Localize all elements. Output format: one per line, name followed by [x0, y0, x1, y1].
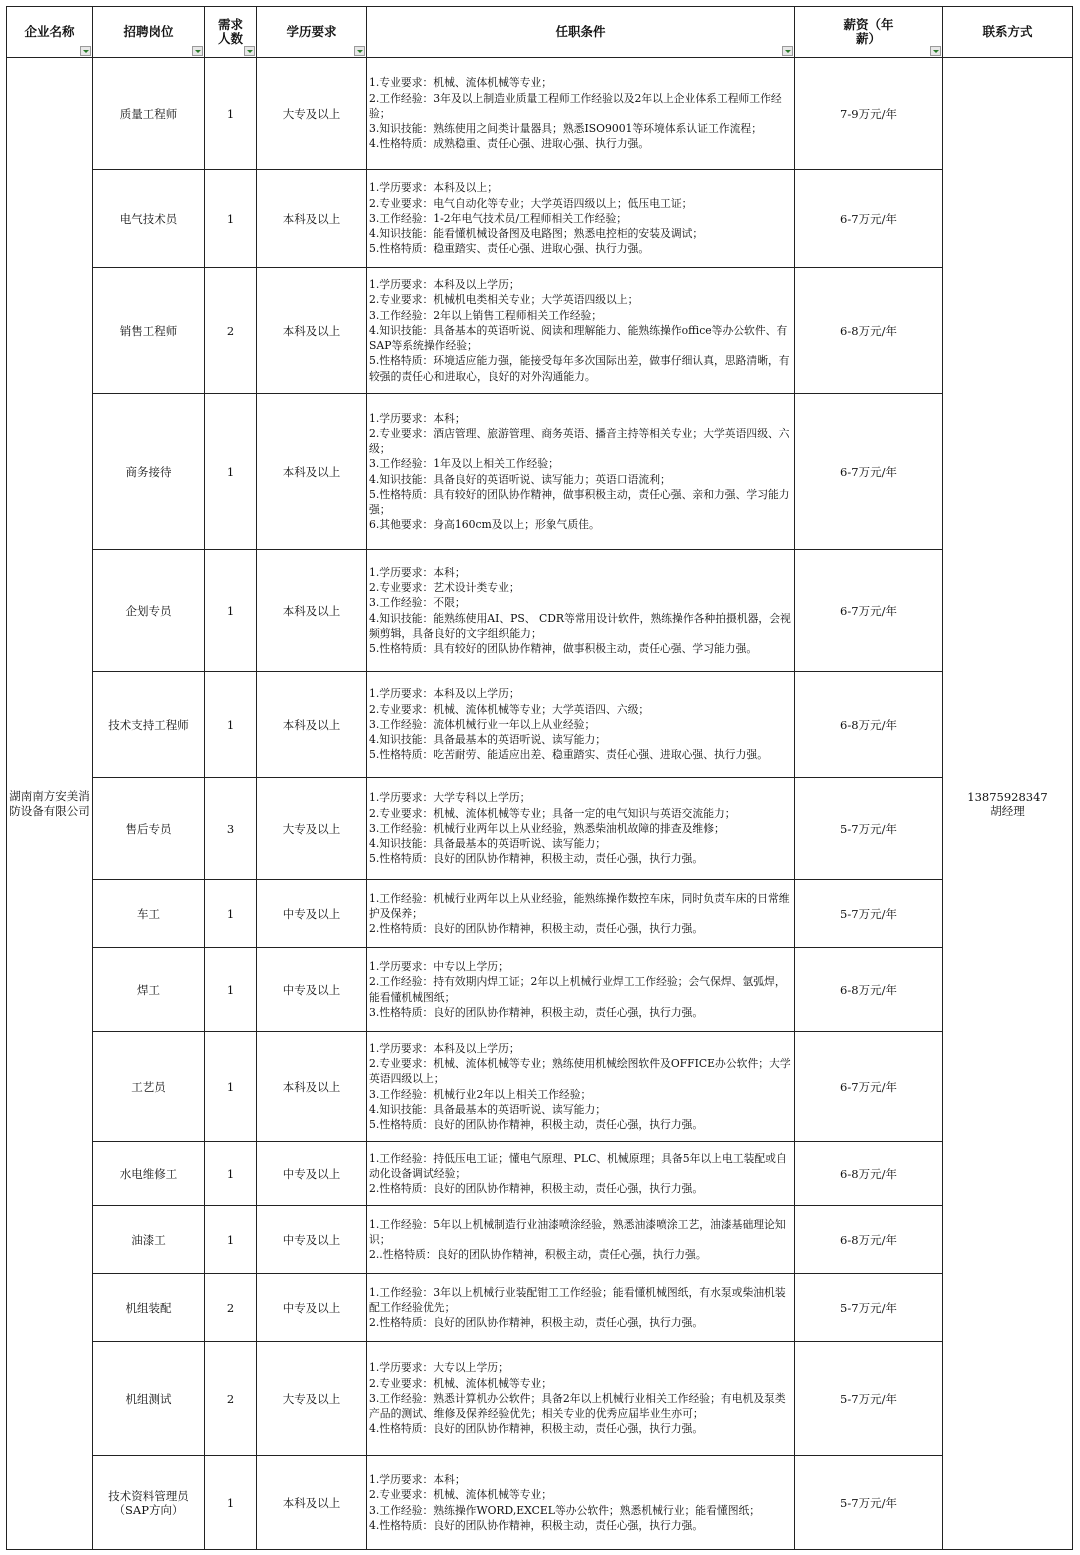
requirement-line: 4.知识技能：具备最基本的英语听说、读写能力；: [369, 837, 607, 851]
requirement-line: 1.学历要求：本科及以上学历；: [369, 687, 520, 701]
position-cell: 工艺员: [93, 1032, 205, 1142]
position-cell: 销售工程师: [93, 268, 205, 394]
requirement-line: 2.专业要求：机械机电类相关专业；大学英语四级以上；: [369, 293, 639, 307]
requirement-line: 1.工作经验：持低压电工证；懂电气原理、PLC、机械原理；具备5年以上电工装配或自动化设备调试经验；: [369, 1151, 787, 1180]
requirements-cell: [367, 948, 795, 1032]
table-row: [7, 672, 1073, 778]
count-cell: 2: [205, 1274, 257, 1342]
position-cell: 售后专员: [93, 778, 205, 880]
count-cell: 1: [205, 58, 257, 170]
requirement-line: 1.学历要求：大专以上学历；: [369, 1361, 509, 1375]
education-cell: 大专及以上: [257, 58, 367, 170]
position-cell: 机组装配: [93, 1274, 205, 1342]
position-cell: 商务接待: [93, 394, 205, 550]
requirements-cell: [367, 1142, 795, 1206]
count-cell: 2: [205, 268, 257, 394]
education-cell: 本科及以上: [257, 1032, 367, 1142]
requirement-line: 4.知识技能：能熟练使用AI、PS、 CDR等常用设计软件，熟练操作各种拍摄机器，会视频剪辑，具备良好的文字组织能力；: [369, 611, 791, 640]
salary-cell: 5-7万元/年: [795, 1456, 943, 1550]
requirement-line: 2.性格特质：良好的团队协作精神，积极主动，责任心强，执行力强。: [369, 1316, 704, 1330]
requirement-line: 5.性格特质：具有较好的团队协作精神，做事积极主动，责任心强、学习能力强。: [369, 641, 758, 655]
table-row: [7, 394, 1073, 550]
requirement-line: 5.性格特质：良好的团队协作精神，积极主动，责任心强，执行力强。: [369, 1117, 704, 1131]
table-row: [7, 550, 1073, 672]
requirement-line: 1.学历要求：本科；: [369, 565, 466, 579]
requirement-line: 3.工作经验：熟悉计算机办公软件；具备2年以上机械行业相关工作经验；有电机及泵类产品的测试、维修及保养经验优先；相关专业的优秀应届毕业生亦可；: [369, 1391, 786, 1421]
table-row: [7, 880, 1073, 948]
requirement-line: 1.工作经验：3年以上机械行业装配钳工工作经验；能看懂机械图纸，有水泵或柴油机装配工作经验优先；: [369, 1285, 786, 1314]
salary-cell: 6-8万元/年: [795, 672, 943, 778]
requirement-line: 2.专业要求：酒店管理、旅游管理、商务英语、播音主持等相关专业；大学英语四级、六级；: [369, 426, 790, 456]
salary-cell: 6-7万元/年: [795, 1032, 943, 1142]
requirement-line: 4.知识技能：具备良好的英语听说、读写能力；英语口语流利；: [369, 472, 671, 486]
requirement-line: 4.性格特质：成熟稳重、责任心强、进取心强、执行力强。: [369, 137, 650, 151]
requirement-line: 4.知识技能：具备最基本的英语听说、读写能力；: [369, 733, 607, 747]
salary-cell: 6-8万元/年: [795, 1206, 943, 1274]
requirement-line: 3.工作经验：机械行业2年以上相关工作经验；: [369, 1087, 592, 1101]
salary-cell: 6-7万元/年: [795, 394, 943, 550]
salary-cell: 6-7万元/年: [795, 170, 943, 268]
requirements-cell: [367, 1032, 795, 1142]
requirement-line: 3.工作经验：熟练操作WORD,EXCEL等办公软件；熟悉机械行业；能看懂图纸；: [369, 1503, 761, 1517]
header-row: [7, 7, 1073, 58]
requirement-line: 5.性格特质：吃苦耐劳、能适应出差、稳重踏实、责任心强、进取心强、执行力强。: [369, 748, 768, 762]
requirements-cell: [367, 1342, 795, 1456]
requirement-line: 2.性格特质：良好的团队协作精神，积极主动，责任心强，执行力强。: [369, 1182, 704, 1196]
requirement-line: 3.工作经验：不限；: [369, 596, 466, 610]
header-contact: 联系方式: [943, 7, 1073, 58]
requirements-cell: [367, 550, 795, 672]
requirement-line: 3.工作经验：1年及以上相关工作经验；: [369, 457, 559, 471]
requirement-line: 5.性格特质：环境适应能力强，能接受每年多次国际出差，做事仔细认真，思路清晰，有较强的责任心和进取心，良好的对外沟通能力。: [369, 354, 790, 383]
requirement-line: 4.性格特质：良好的团队协作精神，积极主动，责任心强，执行力强。: [369, 1422, 704, 1436]
requirement-line: 2.专业要求：机械、流体机械等专业；熟练使用机械绘图软件及OFFICE办公软件；大学英语四级以上；: [369, 1057, 791, 1086]
requirement-line: 1.工作经验：5年以上机械制造行业油漆喷涂经验，熟悉油漆喷涂工艺，油漆基础理论知识；: [369, 1217, 786, 1246]
salary-cell: 7-9万元/年: [795, 58, 943, 170]
requirement-line: 5.性格特质：稳重踏实、责任心强、进取心强、执行力强。: [369, 242, 650, 256]
salary-cell: 6-7万元/年: [795, 550, 943, 672]
table-row: [7, 170, 1073, 268]
education-cell: 中专及以上: [257, 1142, 367, 1206]
education-cell: 本科及以上: [257, 170, 367, 268]
requirement-line: 2.工作经验：持有效期内焊工证；2年以上机械行业焊工工作经验；会气保焊、氩弧焊，能看懂机械图纸；: [369, 975, 786, 1004]
education-cell: 大专及以上: [257, 778, 367, 880]
position-cell: 油漆工: [93, 1206, 205, 1274]
table-row: [7, 1206, 1073, 1274]
salary-cell: 5-7万元/年: [795, 778, 943, 880]
position-cell: 电气技术员: [93, 170, 205, 268]
requirement-line: 6.其他要求：身高160cm及以上；形象气质佳。: [369, 518, 600, 532]
requirement-line: 1.工作经验：机械行业两年以上从业经验，能熟练操作数控车床，同时负责车床的日常维护及保养；: [369, 891, 790, 920]
education-cell: 本科及以上: [257, 1456, 367, 1550]
contact-cell: [943, 58, 1073, 1550]
count-cell: 1: [205, 672, 257, 778]
requirement-line: 1.学历要求：本科及以上学历；: [369, 1041, 520, 1055]
requirement-line: 4.知识技能：具备基本的英语听说、阅读和理解能力、能熟练操作office等办公软件、有SAP等系统操作经验；: [369, 323, 788, 353]
requirement-line: 3.工作经验：2年以上销售工程师相关工作经验；: [369, 308, 603, 322]
position-cell: 技术支持工程师: [93, 672, 205, 778]
count-cell: 1: [205, 394, 257, 550]
requirement-line: 2.专业要求：机械、流体机械等专业；: [369, 1376, 553, 1390]
table-row: [7, 1342, 1073, 1456]
position-cell: 车工: [93, 880, 205, 948]
contact-phone: 13875928347: [967, 789, 1048, 804]
education-cell: 本科及以上: [257, 394, 367, 550]
requirement-line: 1.学历要求：本科及以上学历；: [369, 278, 520, 292]
table-row: [7, 1456, 1073, 1550]
requirements-cell: [367, 1206, 795, 1274]
requirement-line: 2.专业要求：艺术设计类专业；: [369, 581, 520, 595]
requirement-line: 5.性格特质：具有较好的团队协作精神，做事积极主动，责任心强、亲和力强、学习能力强；: [369, 487, 790, 516]
requirement-line: 1.学历要求：本科；: [369, 1473, 466, 1487]
count-cell: 3: [205, 778, 257, 880]
header-company: 企业名称: [7, 7, 93, 58]
education-cell: 本科及以上: [257, 550, 367, 672]
requirement-line: 2.专业要求：机械、流体机械等专业；: [369, 1488, 553, 1502]
header-salary: 薪资（年薪）: [795, 7, 943, 58]
requirement-line: 1.学历要求：本科及以上；: [369, 181, 499, 195]
education-cell: 本科及以上: [257, 672, 367, 778]
requirement-line: 2.工作经验：3年及以上制造业质量工程师工作经验以及2年以上企业体系工程师工作经验；: [369, 91, 782, 120]
education-cell: 大专及以上: [257, 1342, 367, 1456]
requirement-line: 2.专业要求：电气自动化等专业；大学英语四级以上；低压电工证；: [369, 196, 693, 210]
position-cell: 焊工: [93, 948, 205, 1032]
education-cell: 中专及以上: [257, 880, 367, 948]
table-row: [7, 1142, 1073, 1206]
salary-cell: 6-8万元/年: [795, 1142, 943, 1206]
salary-cell: 5-7万元/年: [795, 1274, 943, 1342]
requirement-line: 4.知识技能：具备最基本的英语听说、读写能力；: [369, 1102, 607, 1116]
count-cell: 1: [205, 880, 257, 948]
requirement-line: 3.知识技能：熟练使用之间类计量器具；熟悉ISO9001等环境体系认证工作流程；: [369, 122, 762, 136]
table-row: [7, 778, 1073, 880]
salary-cell: 6-8万元/年: [795, 948, 943, 1032]
count-cell: 1: [205, 1032, 257, 1142]
count-cell: 1: [205, 1206, 257, 1274]
position-cell: 水电维修工: [93, 1142, 205, 1206]
requirements-cell: [367, 268, 795, 394]
count-cell: 1: [205, 948, 257, 1032]
count-cell: 1: [205, 550, 257, 672]
filter-dropdown-icon[interactable]: [782, 46, 793, 56]
filter-dropdown-icon[interactable]: [244, 46, 255, 56]
requirements-cell: [367, 880, 795, 948]
requirements-cell: [367, 672, 795, 778]
requirements-cell: [367, 170, 795, 268]
education-cell: 中专及以上: [257, 1206, 367, 1274]
contact-person: 胡经理: [990, 803, 1025, 818]
filter-dropdown-icon[interactable]: [80, 46, 91, 56]
header-count: 需求人数: [205, 7, 257, 58]
count-cell: 1: [205, 1142, 257, 1206]
education-cell: 中专及以上: [257, 948, 367, 1032]
requirements-cell: [367, 1274, 795, 1342]
filter-dropdown-icon[interactable]: [192, 46, 203, 56]
position-cell: 技术资料管理员（SAP方向）: [93, 1456, 205, 1550]
education-cell: 中专及以上: [257, 1274, 367, 1342]
requirement-line: 5.性格特质：良好的团队协作精神，积极主动，责任心强，执行力强。: [369, 852, 704, 866]
requirements-cell: [367, 778, 795, 880]
requirement-line: 2..性格特质：良好的团队协作精神，积极主动，责任心强，执行力强。: [369, 1248, 707, 1262]
header-position: 招聘岗位: [93, 7, 205, 58]
header-education: 学历要求: [257, 7, 367, 58]
position-cell: 企划专员: [93, 550, 205, 672]
count-cell: 1: [205, 1456, 257, 1550]
count-cell: 1: [205, 170, 257, 268]
header-requirements: 任职条件: [367, 7, 795, 58]
count-cell: 2: [205, 1342, 257, 1456]
requirement-line: 3.工作经验：机械行业两年以上从业经验，熟悉柴油机故障的排查及维修；: [369, 821, 725, 835]
requirement-line: 1.专业要求：机械、流体机械等专业；: [369, 76, 553, 90]
education-cell: 本科及以上: [257, 268, 367, 394]
salary-cell: 5-7万元/年: [795, 880, 943, 948]
requirement-line: 1.学历要求：本科；: [369, 411, 466, 425]
filter-dropdown-icon[interactable]: [354, 46, 365, 56]
position-cell: 质量工程师: [93, 58, 205, 170]
filter-dropdown-icon[interactable]: [930, 46, 941, 56]
table-row: [7, 948, 1073, 1032]
table-row: [7, 1032, 1073, 1142]
requirements-cell: [367, 1456, 795, 1550]
requirements-cell: [367, 394, 795, 550]
requirement-line: 4.知识技能：能看懂机械设备图及电路图；熟悉电控柜的安装及调试；: [369, 227, 704, 241]
table-row: [7, 58, 1073, 170]
requirement-line: 1.学历要求：中专以上学历；: [369, 960, 509, 974]
salary-cell: 6-8万元/年: [795, 268, 943, 394]
company-name-cell: 湖南南方安美消防设备有限公司: [7, 58, 93, 1550]
salary-cell: 5-7万元/年: [795, 1342, 943, 1456]
requirement-line: 3.工作经验：流体机械行业一年以上从业经验；: [369, 717, 596, 731]
recruitment-table: [6, 6, 1073, 1550]
requirement-line: 3.性格特质：良好的团队协作精神，积极主动，责任心强，执行力强。: [369, 1005, 704, 1019]
table-row: [7, 268, 1073, 394]
requirement-line: 4.性格特质：良好的团队协作精神，积极主动，责任心强，执行力强。: [369, 1518, 704, 1532]
requirements-cell: [367, 58, 795, 170]
requirement-line: 2.专业要求：机械、流体机械等专业；大学英语四、六级；: [369, 702, 650, 716]
requirement-line: 3.工作经验：1-2年电气技术员/工程师相关工作经验；: [369, 211, 628, 225]
requirement-line: 2.专业要求：机械、流体机械等专业；具备一定的电气知识与英语交流能力；: [369, 806, 736, 820]
table-row: [7, 1274, 1073, 1342]
requirement-line: 1.学历要求：大学专科以上学历；: [369, 791, 531, 805]
position-cell: 机组测试: [93, 1342, 205, 1456]
requirement-line: 2.性格特质：良好的团队协作精神，积极主动，责任心强，执行力强。: [369, 922, 704, 936]
